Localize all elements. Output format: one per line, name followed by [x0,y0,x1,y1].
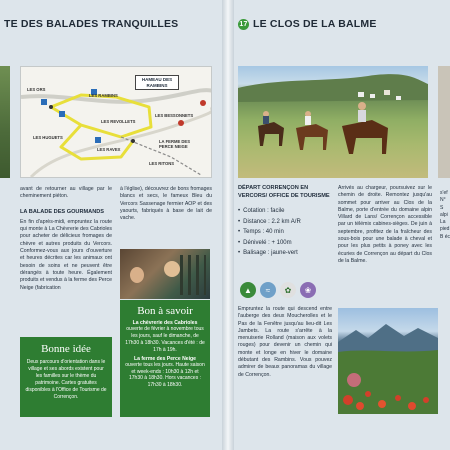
landscape-icon: ≈ [260,282,276,298]
fact-item: • Distance : 2.2 km A/R [238,217,334,228]
mountain-icon: ▲ [240,282,256,298]
map-label: LES RAMBINS [89,93,118,98]
cropped-next-column-text: s'ef N° S alpi La pied B éc [440,190,450,240]
trail-title: LE CLOS DE LA BALME [253,18,377,30]
cropped-photo-left [0,66,10,178]
bon-a-savoir-title: Bon à savoir [137,305,193,317]
mountain-poppies-photo [338,308,438,414]
trail-map [20,66,212,178]
map-label: LES ORS [27,87,46,92]
fact-item: • Dénivelé : + 100m [238,238,334,249]
left-column-1 [20,186,112,292]
bonne-idee-body: Deux parcours d'orientation dans le village et ses abords existent pour les familles sur le thème du patrimoine. Cartes gratuites disponibles à l'Office de Tourisme de Corrençon. [25,359,107,400]
map-label: LES BESSONNETS [155,113,194,118]
map-hamlet-label: HAMEAU DES RAMBINS [135,75,179,90]
departure-title: DÉPART CORRENÇON EN VERCORS/ OFFICE DE TOURISME [238,185,330,199]
bonne-idee-box [20,337,112,417]
map-label: LES HUGUETS [33,135,63,140]
gourmands-paragraph-continued: à l'église), découvrez de bons fromages blancs et secs, le fameux Bleu du Vercors Sassenage fermier AOP et des yaourts, fabriqués à base de lait de vache. [120,186,212,222]
map-label: LES REVOLLETS [101,119,136,124]
ferme-title: La ferme des Perce Neige [133,355,196,362]
flower-icon: ❀ [300,282,316,298]
gourmands-paragraph: En fin d'après-midi, empruntez la route qui monte à La Chèvrerie des Cabrioles pour acheter de délicieux fromages de chèvre et autres produits du Vercors. Conformez-vous aux jours d'ouverture et heures décrites car les animaux ont besoin de soins et ne peuvent être dérangés à toute heure. Également produits et vendus à la ferme des Perce Neige (fabrication [20,218,112,291]
chevrerie-title: La chèvrerie des Cabrioles [132,320,198,326]
trail-pictograms [240,282,316,298]
bon-a-savoir-box [120,300,210,417]
trail-info [238,185,334,259]
fact-item: • Temps : 40 min [238,227,334,238]
map-label: LES RITONS [149,161,175,166]
trail-number-badge: 17 [239,20,248,28]
left-column-2 [120,186,212,222]
right-column-2 [338,185,432,265]
left-page-heading: TE DES BALADES TRANQUILLES [4,18,179,30]
ferme-hours: ouverte tous les jours. Haute saison et week-ends : 10h30 à 12h et 17h30 à 18h30. Hors vacances : 17h30 à 18h30. [125,361,205,389]
page-gutter [222,0,234,450]
right-page-heading [238,18,377,30]
cropped-photo-right [438,66,450,178]
horse-riding-photo [238,66,428,178]
route-paragraph-continued: Arrivés au chargeur, poursuivez sur le chemin de droite. Remontez jusqu'au sommet pour arriver au Clos de la Balme, porte d'entrée du domaine alpin Villard de Lans/ Corrençon accessible par un télémix cabines-sièges. De juin à septembre, profitez de la fraîcheur des sous-bois pour une balade à cheval et pour les plus petits à poney avec les écuries de Corrençon au départ du Clos de la Balme. [338,185,432,264]
map-label: LES RAVEX [97,147,121,152]
intro-paragraph: avant de retourner au village par le cheminement piéton. [20,186,112,200]
map-label: LA FERME DES PERCE NEIGE [159,139,191,149]
hiker-icon: ✿ [280,282,296,298]
fact-item: • Cotation : facile [238,206,334,217]
bonne-idee-title: Bonne idée [41,343,91,355]
right-column-1 [238,306,332,379]
section-subhead: LA BALADE DES GOURMANDS [20,208,105,215]
route-paragraph: Empruntez la route qui descend entre l'auberge des deux Moucherolles et le Pas de la Fenêtre jusqu'au lieu-dit Les Jambets. La route s'arrête à la menuiserie Rolland (maison aux volets rouges) pour devenir un chemin qui monte et longe en hiver le domaine débutant des Rambins. Vous pouvez admirer de beaux panoramas du village de Corrençon. [238,306,332,378]
fact-item: • Balisage : jaune-vert [238,248,334,259]
children-goats-photo [120,249,210,299]
trail-facts-list [238,206,334,259]
chevrerie-hours: ouverte de février à novembre tous les jours, sauf le dimanche, de 17h30 à 18h30. Vacances d'été : de 17h à 19h. [125,326,205,353]
